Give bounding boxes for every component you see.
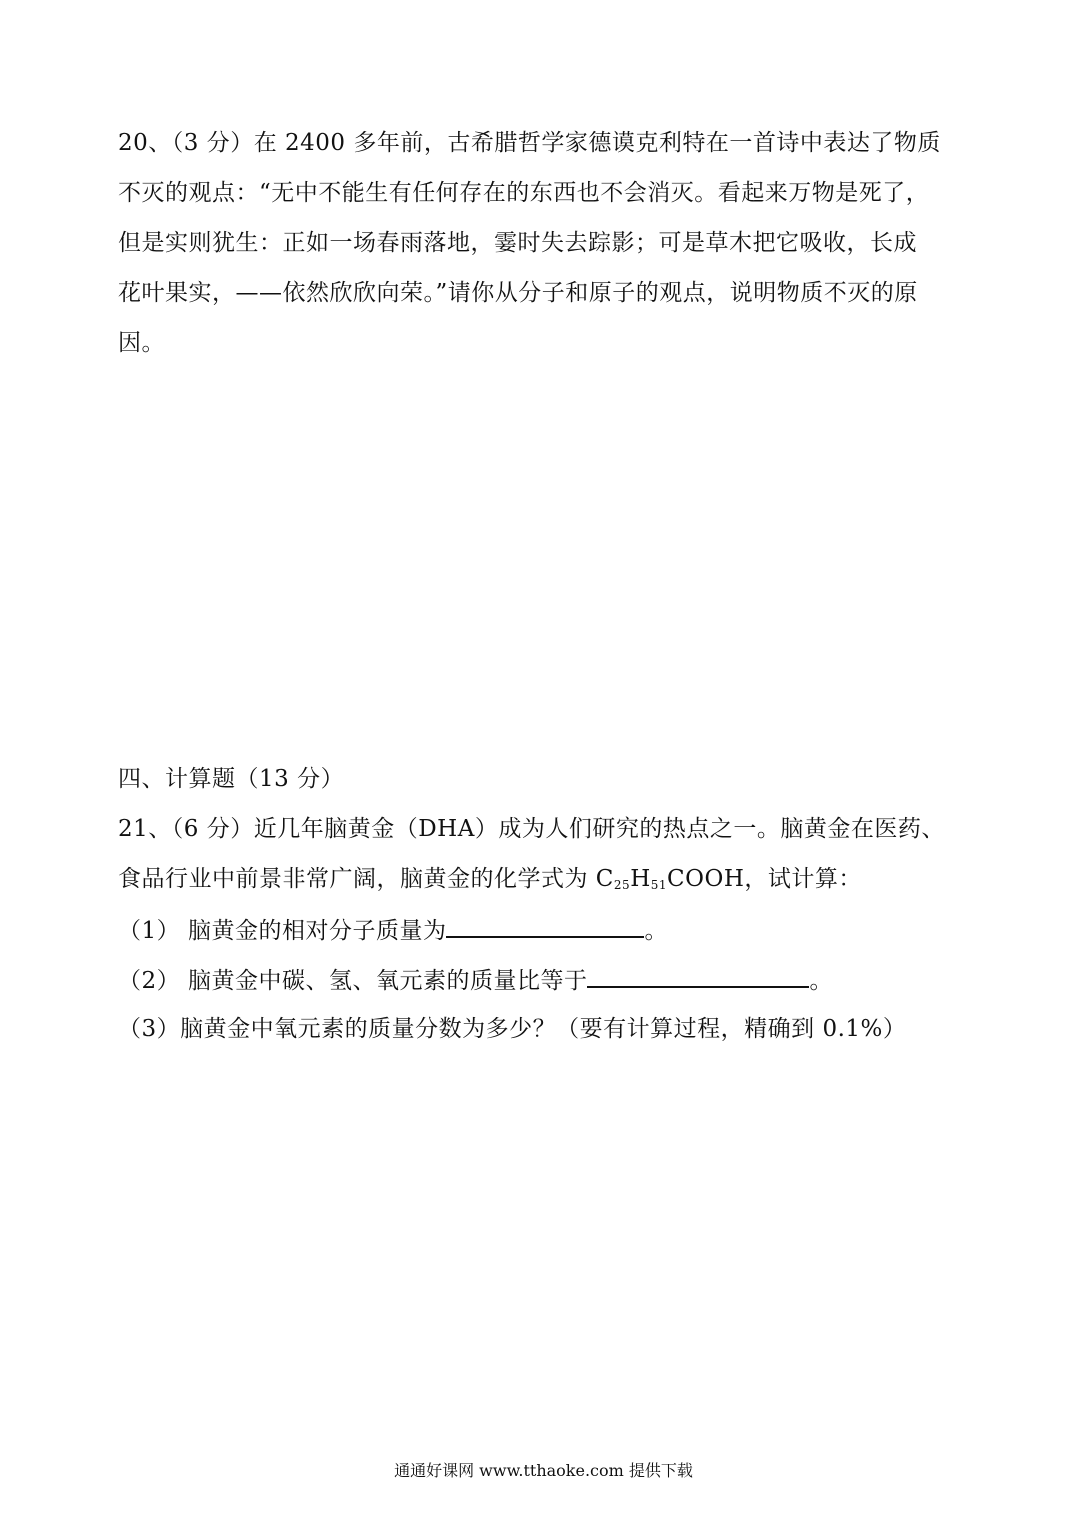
q21-part-1-text: （1） 脑黄金的相对分子质量为 [118,918,447,944]
q21-line-2-pre: 食品行业中前景非常广阔，脑黄金的化学式为 C [118,866,614,892]
q21-line-1: 21、（6 分）近几年脑黄金（DHA）成为人们研究的热点之一。脑黄金在医药、 [118,816,945,842]
footer-watermark: 通通好课网 www.tthaoke.com 提供下载 [394,1461,693,1480]
q21-part-2-end: 。 [809,968,833,994]
formula-h: H [630,866,651,892]
section-heading: 四、计算题（13 分） [118,766,345,792]
formula-subscript-h: 51 [650,878,668,892]
q21-part-2-text: （2） 脑黄金中碳、氢、氧元素的质量比等于 [118,968,588,994]
q20-line-3: 但是实则犹生：正如一场春雨落地，霎时失去踪影；可是草木把它吸收，长成 [118,230,917,256]
q20-line-1: 20、（3 分）在 2400 多年前，古希腊哲学家德谟克利特在一首诗中表达了物质 [118,130,941,156]
formula-subscript-c: 25 [613,878,631,892]
q21-part-1 [118,912,668,948]
q20-line-5: 因。 [118,330,165,356]
q21-part-2 [118,962,833,998]
answer-blank-1[interactable] [446,912,644,938]
q20-line-2: 不灭的观点：“无中不能生有任何存在的东西也不会消灭。看起来万物是死了， [118,180,930,206]
q21-part-1-end: 。 [644,918,668,944]
q21-part-3: （3）脑黄金中氧元素的质量分数为多少？（要有计算过程，精确到 0.1%） [118,1016,907,1042]
q21-line-2-post: COOH，试计算： [667,866,862,892]
q21-line-2 [118,862,862,902]
q20-line-4: 花叶果实，——依然欣欣向荣。”请你从分子和原子的观点，说明物质不灭的原 [118,280,918,306]
answer-blank-2[interactable] [587,962,809,988]
